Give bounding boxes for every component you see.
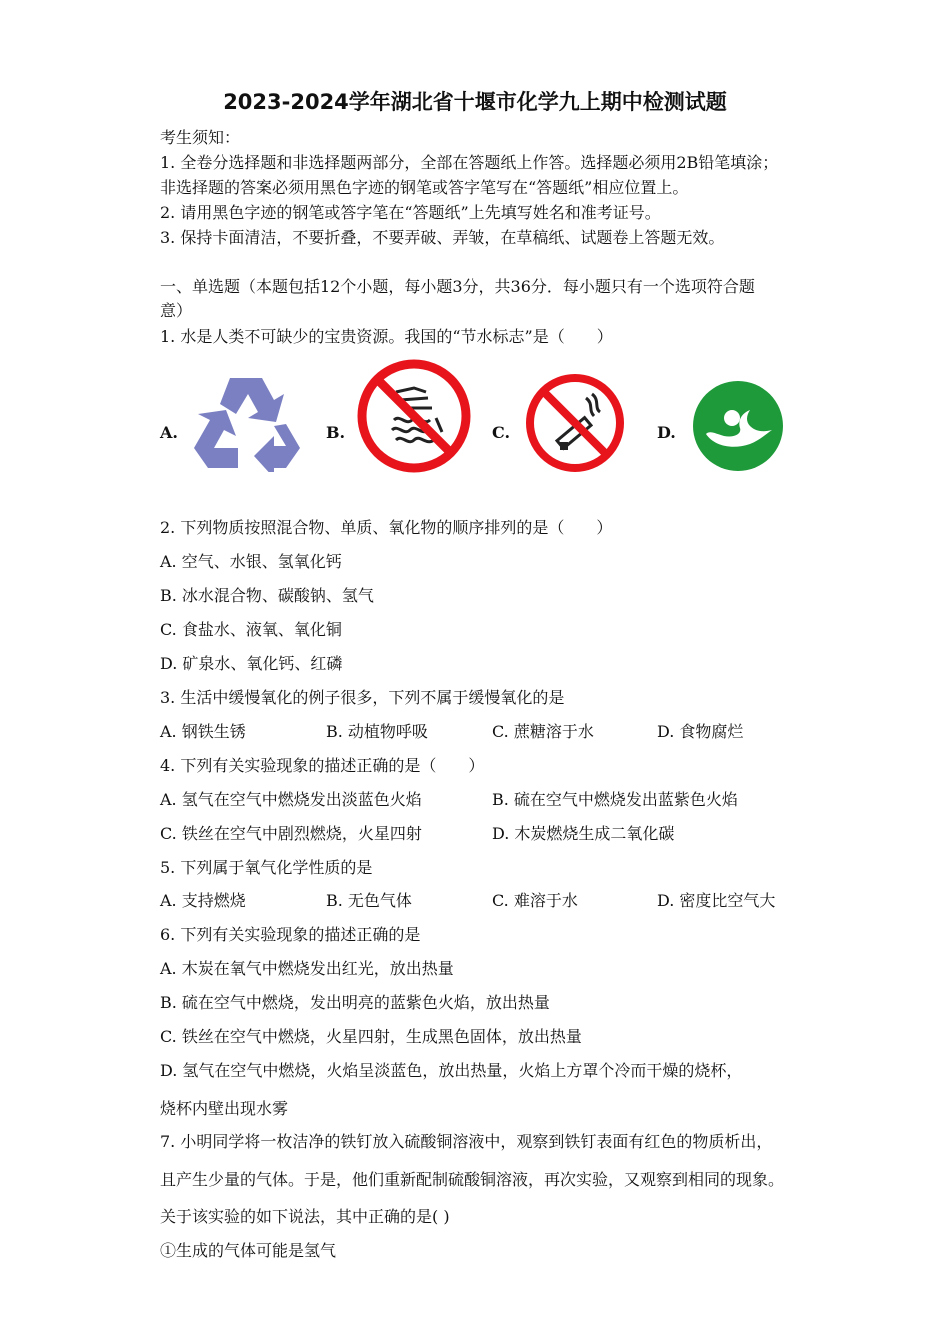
q4-stem: 4. 下列有关实验现象的描述正确的是（ ）: [160, 756, 485, 775]
q7-stem-line-3: 关于该实验的如下说法，其中正确的是( ): [160, 1207, 450, 1226]
q3-option-d: D. 食物腐烂: [657, 722, 744, 741]
q7-stem-line-1: 7. 小明同学将一枚洁净的铁钉放入硫酸铜溶液中，观察到铁钉表面有红色的物质析出，: [160, 1132, 773, 1151]
q6-option-b: B. 硫在空气中燃烧，发出明亮的蓝紫色火焰，放出热量: [160, 993, 550, 1012]
q6-option-c: C. 铁丝在空气中燃烧，火星四射，生成黑色固体，放出热量: [160, 1027, 582, 1046]
q5-option-a: A. 支持燃烧: [160, 891, 246, 910]
q2-option-a: A. 空气、水银、氢氧化钙: [160, 552, 342, 571]
q4-option-b: B. 硫在空气中燃烧发出蓝紫色火焰: [492, 790, 738, 809]
notice-heading: 考生须知：: [160, 128, 241, 147]
q3-option-c: C. 蔗糖溶于水: [492, 722, 594, 741]
q5-option-c: C. 难溶于水: [492, 891, 578, 910]
q3-option-a: A. 钢铁生锈: [160, 722, 246, 741]
q1-label-b: B.: [326, 423, 346, 442]
notice-item-2: 2. 请用黑色字迹的钢笔或答字笔在“答题纸”上先填写姓名和准考证号。: [160, 203, 661, 222]
q1-label-c: C.: [492, 423, 511, 442]
q2-option-b: B. 冰水混合物、碳酸钠、氢气: [160, 586, 374, 605]
q7-stem-line-2: 且产生少量的气体。于是，他们重新配制硫酸铜溶液，再次实验，又观察到相同的现象。: [160, 1170, 785, 1189]
q2-stem: 2. 下列物质按照混合物、单质、氧化物的顺序排列的是（ ）: [160, 518, 613, 537]
q4-option-a: A. 氢气在空气中燃烧发出淡蓝色火焰: [160, 790, 422, 809]
section-heading-cont: 意）: [160, 301, 193, 320]
water-saving-icon: [692, 380, 784, 472]
q1-label-a: A.: [160, 423, 178, 442]
q4-option-d: D. 木炭燃烧生成二氧化碳: [492, 824, 675, 843]
q7-statement-1: ①生成的气体可能是氢气: [160, 1241, 337, 1260]
q6-option-a: A. 木炭在氧气中燃烧发出红光，放出热量: [160, 959, 454, 978]
recycle-icon: [190, 372, 304, 472]
q6-stem: 6. 下列有关实验现象的描述正确的是: [160, 925, 421, 944]
q2-option-c: C. 食盐水、液氧、氧化铜: [160, 620, 342, 639]
q5-option-b: B. 无色气体: [326, 891, 412, 910]
notice-item-1-cont: 非选择题的答案必须用黑色字迹的钢笔或答字笔写在“答题纸”相应位置上。: [160, 178, 689, 197]
notice-item-1: 1. 全卷分选择题和非选择题两部分，全部在答题纸上作答。选择题必须用2B铅笔填涂；: [160, 153, 779, 172]
q1-stem: 1. 水是人类不可缺少的宝贵资源。我国的“节水标志”是（ ）: [160, 327, 613, 346]
q1-label-d: D.: [657, 423, 676, 442]
q6-option-d-cont: 烧杯内壁出现水雾: [160, 1099, 289, 1118]
q4-option-c: C. 铁丝在空气中剧烈燃烧，火星四射: [160, 824, 422, 843]
q6-option-d: D. 氢气在空气中燃烧，火焰呈淡蓝色，放出热量，火焰上方罩个冷而干燥的烧杯，: [160, 1061, 743, 1080]
q2-option-d: D. 矿泉水、氧化钙、红磷: [160, 654, 343, 673]
section-heading: 一、单选题（本题包括12个小题，每小题3分，共36分．每小题只有一个选项符合题: [160, 277, 755, 296]
no-burning-icon: [356, 358, 472, 474]
no-smoking-icon: [524, 372, 626, 474]
q3-stem: 3. 生活中缓慢氧化的例子很多，下列不属于缓慢氧化的是: [160, 688, 565, 707]
q3-option-b: B. 动植物呼吸: [326, 722, 428, 741]
q5-stem: 5. 下列属于氧气化学性质的是: [160, 858, 373, 877]
q5-option-d: D. 密度比空气大: [657, 891, 776, 910]
notice-item-3: 3. 保持卡面清洁，不要折叠，不要弄破、弄皱，在草稿纸、试题卷上答题无效。: [160, 228, 725, 247]
page-title: 2023-2024学年湖北省十堰市化学九上期中检测试题: [223, 90, 727, 114]
